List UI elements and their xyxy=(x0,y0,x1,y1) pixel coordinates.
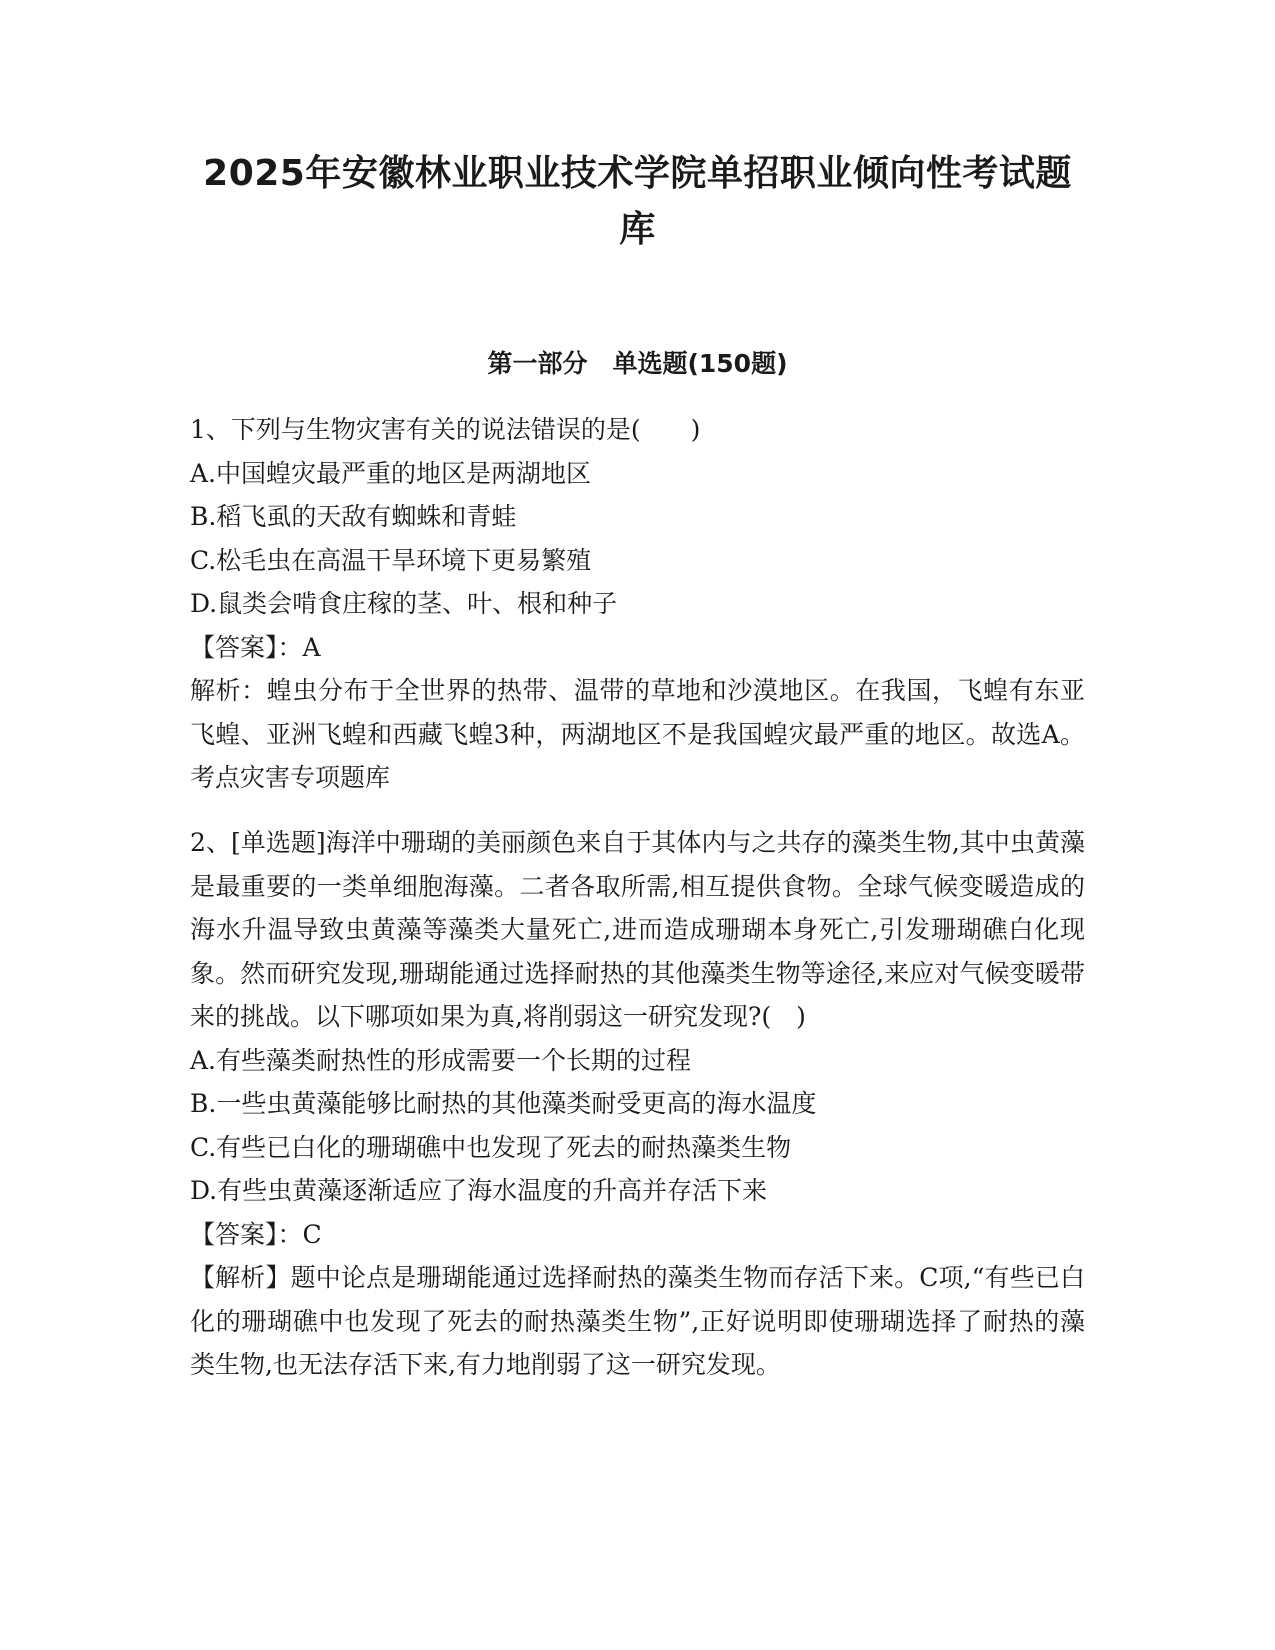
question-2 xyxy=(190,821,1085,1387)
option-a: A.中国蝗灾最严重的地区是两湖地区 xyxy=(190,458,592,488)
question-stem: 2、[单选题]海洋中珊瑚的美丽颜色来自于其体内与之共存的藻类生物,其中虫黄藻是最重要的一类单细胞海藻。二者各取所需,相互提供食物。全球气候变暖造成的海水升温导致虫黄藻等藻类大量死亡,进而造成珊瑚本身死亡,引发珊瑚礁白化现象。然而研究发现,珊瑚能通过选择耐热的其他藻类生物等途径,来应对气候变暖带来的挑战。以下哪项如果为真,将削弱这一研究发现?( ) xyxy=(190,828,1085,1031)
answer-label: 【答案】： xyxy=(190,632,303,662)
answer-value: A xyxy=(302,632,321,662)
analysis: 【解析】题中论点是珊瑚能通过选择耐热的藻类生物而存活下来。C项,“有些已白化的珊瑚礁中也发现了死去的耐热藻类生物”,正好说明即使珊瑚选择了耐热的藻类生物,也无法存活下来,有力地削弱了这一研究发现。 xyxy=(190,1263,1085,1379)
answer-value: C xyxy=(302,1219,322,1249)
analysis: 解析：蝗虫分布于全世界的热带、温带的草地和沙漠地区。在我国，飞蝗有东亚飞蝗、亚洲飞蝗和西藏飞蝗3种，两湖地区不是我国蝗灾最严重的地区。故选A。考点灾害专项题库 xyxy=(190,676,1085,792)
question-stem: 1、下列与生物灾害有关的说法错误的是( ) xyxy=(190,415,701,444)
section-heading: 第一部分 单选题(150题) xyxy=(487,349,788,378)
answer xyxy=(190,626,1085,670)
option-c: C.有些已白化的珊瑚礁中也发现了死去的耐热藻类生物 xyxy=(190,1132,792,1162)
option-a: A.有些藻类耐热性的形成需要一个长期的过程 xyxy=(190,1045,692,1075)
answer xyxy=(190,1213,1085,1257)
question-1 xyxy=(190,408,1085,800)
answer-label: 【答案】： xyxy=(190,1219,303,1249)
option-b: B.稻飞虱的天敌有蜘蛛和青蛙 xyxy=(190,502,517,531)
option-b: B.一些虫黄藻能够比耐热的其他藻类耐受更高的海水温度 xyxy=(190,1089,817,1118)
option-d: D.鼠类会啃食庄稼的茎、叶、根和种子 xyxy=(190,589,618,618)
option-d: D.有些虫黄藻逐渐适应了海水温度的升高并存活下来 xyxy=(190,1176,768,1205)
document-title: 2025年安徽林业职业技术学院单招职业倾向性考试题库 xyxy=(203,153,1072,250)
option-c: C.松毛虫在高温干旱环境下更易繁殖 xyxy=(190,545,592,575)
